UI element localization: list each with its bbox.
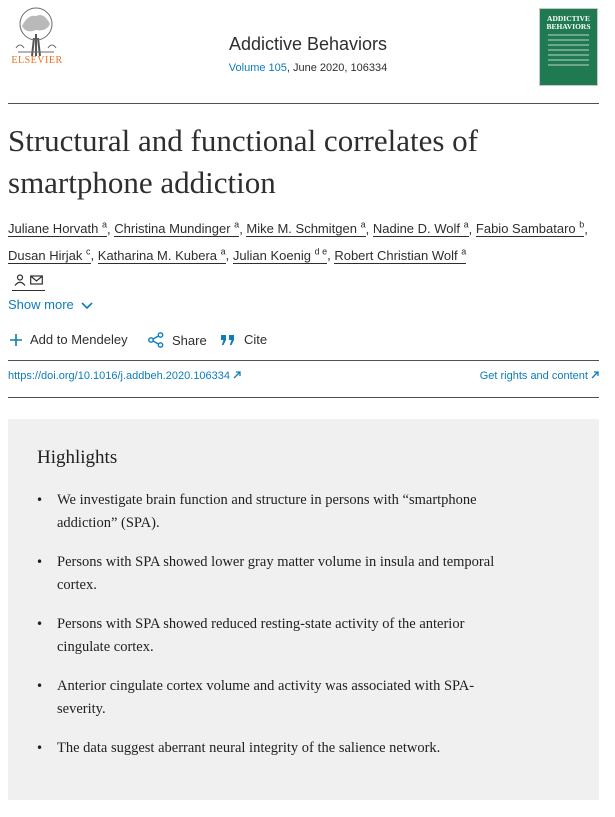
plus-icon bbox=[10, 334, 22, 346]
journal-cover-image[interactable] bbox=[539, 8, 598, 86]
person-icon bbox=[14, 274, 26, 286]
quote-icon bbox=[220, 334, 236, 346]
show-more-button[interactable] bbox=[8, 297, 93, 312]
cite-button[interactable] bbox=[220, 332, 267, 347]
publisher-name: ELSEVIER bbox=[11, 55, 63, 66]
author-link[interactable]: Nadine D. Wolf $^a$ bbox=[372, 220, 469, 237]
issue-date: , June 2020, 106334 bbox=[286, 62, 388, 74]
highlight-item: • Persons with SPA showed lower gray matter volume in insula and temporal cortex. bbox=[36, 551, 516, 597]
journal-title[interactable]: Addictive Behaviors bbox=[228, 34, 388, 54]
mendeley-label: Add to Mendeley bbox=[30, 332, 128, 347]
chevron-down-icon bbox=[81, 302, 93, 310]
share-button[interactable] bbox=[148, 332, 207, 348]
doi-link[interactable]: https://doi.org/10.1016/j.addbeh.2020.106334 bbox=[8, 370, 241, 382]
highlight-item: • The data suggest aberrant neural integrity of the salience network. bbox=[36, 737, 516, 760]
highlight-item: • We investigate brain function and structure in persons with “smartphone addiction” (SPA). bbox=[36, 489, 516, 535]
add-to-mendeley-button[interactable] bbox=[10, 332, 128, 347]
highlights-heading: Highlights bbox=[37, 447, 118, 468]
author-link[interactable]: Katharina M. Kubera $^a$ bbox=[97, 246, 226, 263]
highlights-list bbox=[36, 489, 516, 776]
highlights-panel bbox=[8, 419, 599, 800]
highlight-item: • Persons with SPA showed reduced resting-state activity of the anterior cingulate cortex. bbox=[36, 613, 516, 659]
share-label: Share bbox=[172, 332, 207, 348]
journal-info bbox=[138, 34, 478, 74]
author-link[interactable]: Christina Mundinger $^a$ bbox=[114, 220, 240, 237]
author-link[interactable]: Julian Koenig $^{d e}$ bbox=[232, 246, 328, 263]
highlight-item: • Anterior cingulate cortex volume and activity was associated with SPA-severity. bbox=[36, 675, 516, 721]
cover-title: ADDICTIVE BEHAVIORS bbox=[546, 14, 591, 31]
author-link[interactable]: Robert Christian Wolf $^a$ bbox=[334, 246, 467, 263]
author-link[interactable]: Fabio Sambataro $^b$ bbox=[475, 220, 585, 237]
journal-header bbox=[8, 0, 599, 103]
mail-icon bbox=[30, 274, 43, 286]
issue-info bbox=[138, 62, 478, 74]
header-divider bbox=[8, 103, 599, 104]
author-link[interactable]: Dusan Hirjak $^c$ bbox=[8, 246, 91, 263]
share-icon bbox=[148, 332, 164, 348]
doi-divider bbox=[8, 397, 599, 398]
volume-link[interactable]: Volume 105 bbox=[228, 62, 287, 74]
show-more-label: Show more bbox=[8, 297, 74, 312]
cover-decoration bbox=[540, 34, 597, 66]
rights-link[interactable]: Get rights and content bbox=[480, 370, 599, 382]
arrow-up-right-icon bbox=[233, 371, 241, 379]
author-link[interactable]: Mike M. Schmitgen $^a$ bbox=[246, 220, 366, 237]
cite-label: Cite bbox=[244, 332, 268, 347]
actions-divider bbox=[8, 360, 599, 361]
corresponding-author-icons[interactable] bbox=[12, 267, 45, 291]
article-title: Structural and functional correlates of smartphone addiction bbox=[8, 123, 478, 200]
author-link[interactable]: Juliane Horvath $^a$ bbox=[8, 220, 107, 237]
author-list: Juliane Horvath $^a$, Christina Mundinger $^a$, Mike M. Schmitgen $^a$, Nadine D. Wolf $^a$, Fabio Sambataro $^b$, Dusan Hirjak $^c$, Katharina M. Kubera $^a$, Julian Koenig $^{d e}$, Robert Christian Wolf $^a$ bbox=[8, 214, 593, 291]
arrow-up-right-icon bbox=[591, 371, 599, 379]
